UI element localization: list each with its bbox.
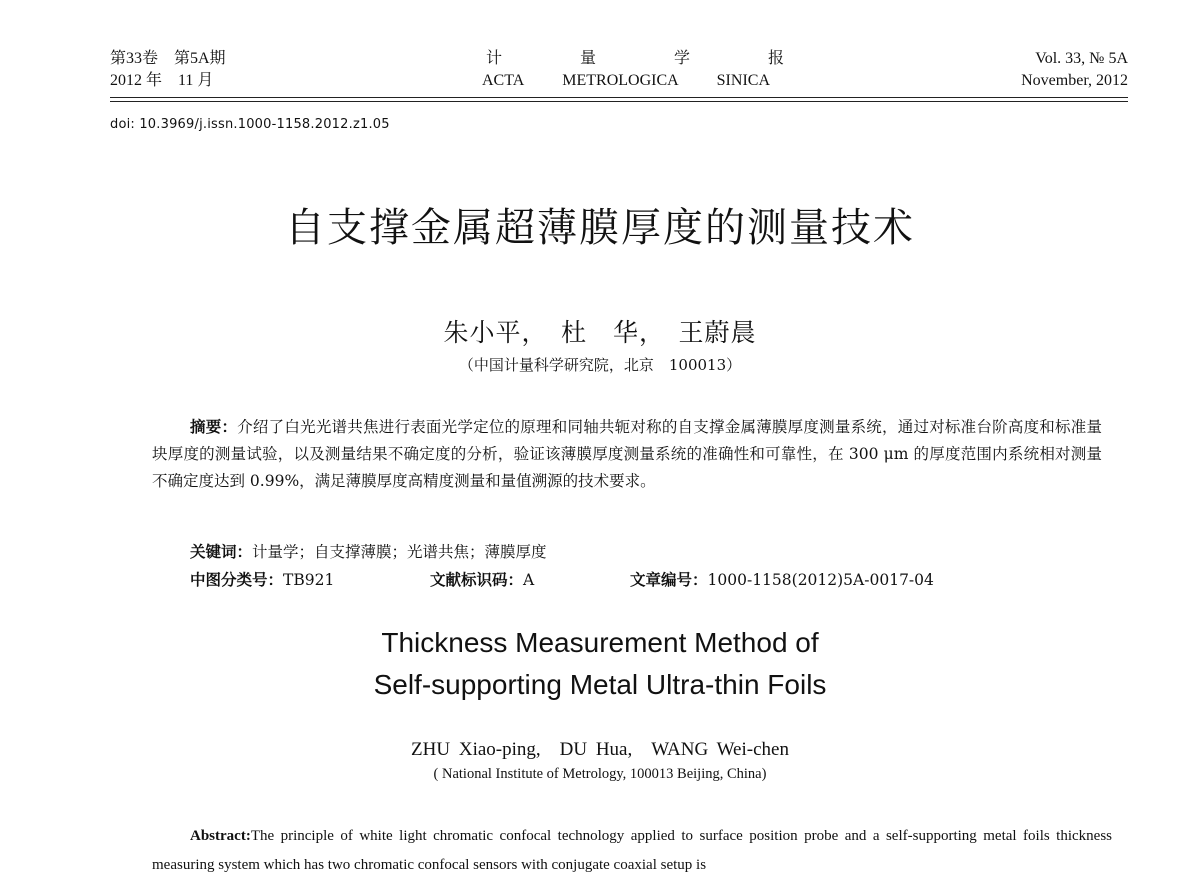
clc-value: TB921	[283, 571, 335, 589]
article-number-value: 1000-1158(2012)5A-0017-04	[707, 571, 934, 589]
date-en: November, 2012	[1021, 72, 1128, 89]
journal-char: 报	[767, 50, 784, 67]
title-en	[0, 622, 1200, 706]
affiliation-cn: （中国计量科学研究院，北京 100013）	[458, 356, 742, 374]
volume-info-en	[1021, 48, 1128, 92]
journal-name	[440, 48, 820, 92]
affiliation-en: ( National Institute of Metrology, 100013 Beijing, China)	[433, 766, 767, 782]
journal-word: SINICA	[716, 72, 770, 89]
journal-name-cn	[440, 48, 820, 70]
abstract-en-text: The principle of white light chromatic confocal technology applied to surface position probe and a self-supporting metal foils thickness measuring system which has two chromatic confocal sensors with conjugate coaxial setup is	[152, 828, 1112, 873]
clc-label: 中图分类号：	[190, 571, 284, 589]
abstract-cn-label: 摘要：	[190, 418, 238, 436]
journal-name-en	[440, 70, 820, 92]
keywords-cn-label: 关键词：	[190, 543, 253, 561]
title-en-line1: Thickness Measurement Method of	[381, 627, 819, 658]
abstract-en-label: Abstract:	[190, 828, 251, 844]
title-cn: 自支撑金属超薄膜厚度的测量技术	[285, 205, 915, 251]
authors-en: ZHU Xiao-ping, DU Hua, WANG Wei-chen	[411, 739, 789, 760]
issue-date: 2012 年 11 月	[110, 72, 214, 89]
title-en-line2: Self-supporting Metal Ultra-thin Foils	[373, 669, 827, 700]
document-code	[430, 568, 534, 590]
volume-issue: 第33卷 第5A期	[110, 50, 226, 67]
volume-number-en: Vol. 33, № 5A	[1035, 50, 1128, 67]
doc-code-label: 文献标识码：	[430, 571, 524, 589]
abstract-cn-text: 介绍了白光光谱共焦进行表面光学定位的原理和同轴共轭对称的自支撑金属薄膜厚度测量系统，通过对标准台阶高度和标准量块厚度的测量试验，以及测量结果不确定度的分析，验证该薄膜厚度测量系统的准确性和可靠性，在 300 μm 的厚度范围内系统相对测量不确定度达到 0.99%，满足薄膜厚度高精度测量和量值溯源的技术要求。	[152, 418, 1102, 490]
doc-code-value: A	[523, 571, 535, 589]
journal-char: 学	[673, 50, 690, 67]
header-rule-bottom	[110, 101, 1128, 102]
clc-number	[190, 568, 334, 590]
keywords-cn-text: 计量学；自支撑薄膜；光谱共焦；薄膜厚度	[252, 543, 547, 561]
authors-cn: 朱小平， 杜 华， 王蔚晨	[443, 318, 757, 347]
journal-char: 量	[579, 50, 596, 67]
header-rule-top	[110, 97, 1128, 98]
abstract-cn	[152, 414, 1102, 495]
abstract-en	[152, 822, 1112, 880]
issue-info	[110, 48, 226, 92]
article-number	[630, 568, 934, 590]
keywords-cn	[190, 540, 547, 562]
journal-word: METROLOGICA	[562, 72, 679, 89]
doi: doi: 10.3969/j.issn.1000-1158.2012.z1.05	[110, 117, 390, 132]
journal-word: ACTA	[482, 72, 525, 89]
article-number-label: 文章编号：	[630, 571, 708, 589]
journal-char: 计	[486, 50, 503, 67]
